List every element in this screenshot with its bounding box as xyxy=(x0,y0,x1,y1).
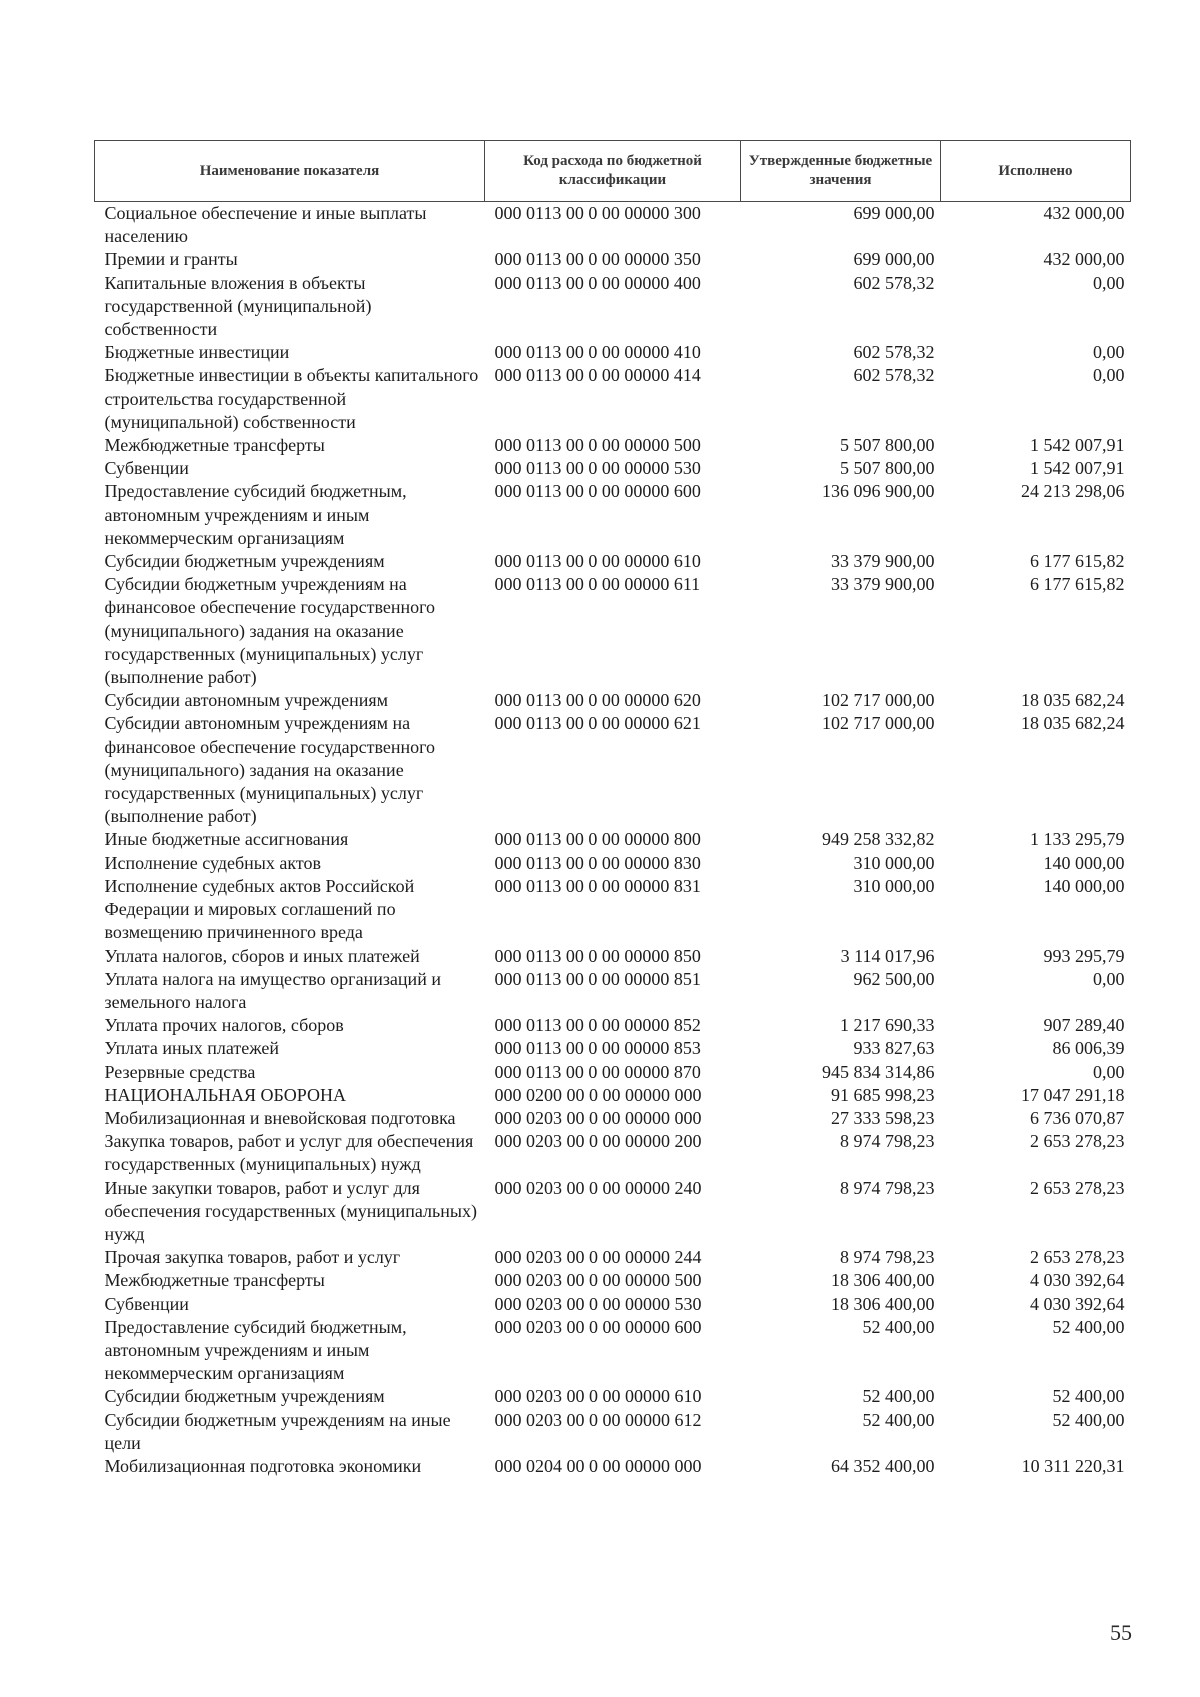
row-executed: 1 542 007,91 xyxy=(1030,435,1125,456)
row-name: Субсидии бюджетным учреждениям на иные цели xyxy=(104,1409,451,1453)
row-executed: 6 736 070,87 xyxy=(1030,1107,1125,1128)
row-executed: 1 542 007,91 xyxy=(1030,458,1125,479)
row-code: 000 0113 00 0 00 00000 414 xyxy=(494,365,701,386)
row-name: Бюджетные инвестиции в объекты капитального строительства государственной (муниципальной) собственности xyxy=(104,365,479,432)
row-executed: 4 030 392,64 xyxy=(1030,1270,1125,1291)
table-row xyxy=(95,480,1131,550)
row-name: Межбюджетные трансферты xyxy=(104,435,325,456)
row-executed: 18 035 682,24 xyxy=(1021,690,1125,711)
table-row xyxy=(95,689,1131,712)
table-row xyxy=(95,1409,1131,1455)
row-name: Субвенции xyxy=(104,458,189,479)
row-executed: 1 133 295,79 xyxy=(1030,829,1125,850)
row-executed: 52 400,00 xyxy=(1052,1409,1125,1430)
row-approved: 18 306 400,00 xyxy=(831,1293,935,1314)
table-row xyxy=(95,573,1131,689)
row-approved: 8 974 798,23 xyxy=(840,1131,935,1152)
row-executed: 0,00 xyxy=(1093,272,1125,293)
row-approved: 699 000,00 xyxy=(853,203,935,223)
row-approved: 962 500,00 xyxy=(853,968,935,989)
row-name: Резервные средства xyxy=(104,1061,256,1082)
row-name: Субсидии автономным учреждениям xyxy=(104,690,389,711)
row-approved: 3 114 017,96 xyxy=(840,945,935,966)
row-executed: 0,00 xyxy=(1093,968,1125,989)
row-name: Субсидии бюджетным учреждениям xyxy=(104,551,385,572)
row-executed: 432 000,00 xyxy=(1043,249,1125,270)
row-code: 000 0113 00 0 00 00000 853 xyxy=(494,1038,701,1059)
row-code: 000 0113 00 0 00 00000 850 xyxy=(494,945,701,966)
row-code: 000 0113 00 0 00 00000 800 xyxy=(494,829,701,850)
row-code: 000 0203 00 0 00 00000 240 xyxy=(494,1177,702,1198)
row-name: Капитальные вложения в объекты государственной (муниципальной) собственности xyxy=(104,272,372,340)
row-approved: 602 578,32 xyxy=(853,272,935,293)
row-approved: 602 578,32 xyxy=(853,365,935,386)
table-row xyxy=(95,945,1131,968)
table-row xyxy=(95,852,1131,875)
table-row xyxy=(95,1269,1131,1292)
row-name: Исполнение судебных актов xyxy=(104,852,322,873)
row-code: 000 0113 00 0 00 00000 500 xyxy=(494,435,701,456)
row-approved: 18 306 400,00 xyxy=(831,1270,935,1291)
row-code: 000 0113 00 0 00 00000 610 xyxy=(494,551,701,572)
row-executed: 432 000,00 xyxy=(1043,203,1125,223)
row-code: 000 0113 00 0 00 00000 870 xyxy=(494,1061,701,1082)
row-name: Субсидии бюджетным учреждениям на финансовое обеспечение государственного (муниципального) задания на оказание государственных (муниципальных) услуг (выполнение работ) xyxy=(104,574,436,688)
row-code: 000 0113 00 0 00 00000 350 xyxy=(494,249,701,270)
row-name: Премии и гранты xyxy=(104,249,238,270)
row-name: Уплата прочих налогов, сборов xyxy=(104,1015,344,1036)
row-code: 000 0203 00 0 00 00000 612 xyxy=(494,1409,702,1430)
row-name: Предоставление субсидий бюджетным, автономным учреждениям и иным некоммерческим организациям xyxy=(104,481,407,548)
table-row xyxy=(95,1246,1131,1269)
table-row xyxy=(95,828,1131,851)
row-name: Исполнение судебных актов Российской Федерации и мировых соглашений по возмещению причиненного вреда xyxy=(104,875,415,943)
table-row xyxy=(95,1061,1131,1084)
table-row xyxy=(95,202,1131,249)
row-code: 000 0113 00 0 00 00000 621 xyxy=(494,713,701,734)
row-name: Социальное обеспечение и иные выплаты населению xyxy=(104,203,427,247)
row-name: Мобилизационная и вневойсковая подготовка xyxy=(104,1107,456,1128)
row-code: 000 0113 00 0 00 00000 851 xyxy=(494,968,701,989)
table-row xyxy=(95,364,1131,434)
table-row xyxy=(95,875,1131,945)
row-code: 000 0113 00 0 00 00000 400 xyxy=(494,272,701,293)
row-name: Уплата иных платежей xyxy=(104,1038,280,1059)
row-code: 000 0113 00 0 00 00000 300 xyxy=(494,203,701,223)
row-executed: 18 035 682,24 xyxy=(1021,713,1125,734)
row-executed: 4 030 392,64 xyxy=(1030,1293,1125,1314)
row-executed: 86 006,39 xyxy=(1052,1038,1125,1059)
row-approved: 33 379 900,00 xyxy=(831,551,935,572)
budget-table xyxy=(94,140,1131,1478)
table-row xyxy=(95,1084,1131,1107)
table-body xyxy=(95,202,1131,1479)
table-row xyxy=(95,1177,1131,1247)
table-row xyxy=(95,1130,1131,1176)
row-executed: 52 400,00 xyxy=(1052,1316,1125,1337)
table-row xyxy=(95,272,1131,342)
row-name: Бюджетные инвестиции xyxy=(104,342,290,363)
row-name: Субсидии автономным учреждениям на финансовое обеспечение государственного (муниципального) задания на оказание государственных (муниципальных) услуг (выполнение работ) xyxy=(104,713,436,827)
table-row xyxy=(95,1037,1131,1060)
table-row xyxy=(95,1293,1131,1316)
table-row xyxy=(95,1316,1131,1386)
row-executed: 6 177 615,82 xyxy=(1030,574,1125,595)
row-approved: 602 578,32 xyxy=(853,342,935,363)
page-number: 55 xyxy=(1110,1620,1132,1645)
row-executed: 140 000,00 xyxy=(1043,852,1125,873)
row-approved: 52 400,00 xyxy=(862,1386,935,1407)
table-header-row xyxy=(95,141,1131,202)
row-name: Предоставление субсидий бюджетным, автономным учреждениям и иным некоммерческим организациям xyxy=(104,1316,407,1384)
table-row xyxy=(95,1385,1131,1408)
header-code: Код расхода по бюджетной классификации xyxy=(485,141,741,202)
row-approved: 5 507 800,00 xyxy=(840,435,935,456)
row-name: Мобилизационная подготовка экономики xyxy=(104,1455,422,1476)
row-code: 000 0203 00 0 00 00000 500 xyxy=(494,1270,702,1291)
row-approved: 136 096 900,00 xyxy=(822,481,935,502)
row-approved: 8 974 798,23 xyxy=(840,1247,935,1268)
table-row xyxy=(95,457,1131,480)
row-code: 000 0203 00 0 00 00000 000 xyxy=(494,1107,702,1128)
table-row xyxy=(95,248,1131,271)
table-row xyxy=(95,341,1131,364)
row-code: 000 0203 00 0 00 00000 600 xyxy=(494,1316,702,1337)
row-code: 000 0200 00 0 00 00000 000 xyxy=(494,1084,702,1105)
table-row xyxy=(95,550,1131,573)
row-approved: 91 685 998,23 xyxy=(831,1084,935,1105)
row-code: 000 0113 00 0 00 00000 611 xyxy=(494,574,701,595)
row-approved: 949 258 332,82 xyxy=(822,829,935,850)
row-executed: 52 400,00 xyxy=(1052,1386,1125,1407)
header-name: Наименование показателя xyxy=(95,141,485,202)
row-approved: 933 827,63 xyxy=(853,1038,935,1059)
row-code: 000 0113 00 0 00 00000 530 xyxy=(494,458,701,479)
row-approved: 699 000,00 xyxy=(853,249,935,270)
row-approved: 27 333 598,23 xyxy=(831,1107,935,1128)
table-row xyxy=(95,1107,1131,1130)
row-name: Уплата налога на имущество организаций и земельного налога xyxy=(104,968,441,1012)
row-approved: 1 217 690,33 xyxy=(840,1015,935,1036)
row-executed: 2 653 278,23 xyxy=(1030,1177,1125,1198)
row-approved: 310 000,00 xyxy=(853,852,935,873)
table-row xyxy=(95,712,1131,828)
row-approved: 310 000,00 xyxy=(853,875,935,896)
row-executed: 0,00 xyxy=(1093,365,1125,386)
row-name: Межбюджетные трансферты xyxy=(104,1270,325,1291)
row-executed: 907 289,40 xyxy=(1043,1015,1125,1036)
table-row xyxy=(95,434,1131,457)
row-code: 000 0203 00 0 00 00000 610 xyxy=(494,1386,702,1407)
row-name: Закупка товаров, работ и услуг для обеспечения государственных (муниципальных) нужд xyxy=(104,1131,474,1175)
row-executed: 0,00 xyxy=(1093,342,1125,363)
row-approved: 945 834 314,86 xyxy=(822,1061,935,1082)
row-executed: 2 653 278,23 xyxy=(1030,1131,1125,1152)
row-executed: 24 213 298,06 xyxy=(1021,481,1125,502)
table-row xyxy=(95,968,1131,1014)
row-executed: 0,00 xyxy=(1093,1061,1125,1082)
row-code: 000 0113 00 0 00 00000 410 xyxy=(494,342,701,363)
row-code: 000 0113 00 0 00 00000 852 xyxy=(494,1015,701,1036)
row-approved: 102 717 000,00 xyxy=(822,713,935,734)
row-code: 000 0113 00 0 00 00000 600 xyxy=(494,481,701,502)
row-name: Прочая закупка товаров, работ и услуг xyxy=(104,1247,401,1268)
row-executed: 10 311 220,31 xyxy=(1021,1455,1125,1476)
row-code: 000 0113 00 0 00 00000 620 xyxy=(494,690,701,711)
row-code: 000 0203 00 0 00 00000 200 xyxy=(494,1131,702,1152)
row-approved: 52 400,00 xyxy=(862,1316,935,1337)
row-code: 000 0203 00 0 00 00000 244 xyxy=(494,1247,702,1268)
row-code: 000 0113 00 0 00 00000 830 xyxy=(494,852,701,873)
row-executed: 2 653 278,23 xyxy=(1030,1247,1125,1268)
header-approved: Утвержденные бюджетные значения xyxy=(741,141,941,202)
row-approved: 33 379 900,00 xyxy=(831,574,935,595)
table-row xyxy=(95,1455,1131,1478)
row-name: Субсидии бюджетным учреждениям xyxy=(104,1386,385,1407)
row-name: НАЦИОНАЛЬНАЯ ОБОРОНА xyxy=(104,1084,346,1105)
row-name: Уплата налогов, сборов и иных платежей xyxy=(104,945,420,966)
header-executed: Исполнено xyxy=(941,141,1131,202)
row-executed: 17 047 291,18 xyxy=(1021,1084,1125,1105)
row-code: 000 0203 00 0 00 00000 530 xyxy=(494,1293,702,1314)
row-approved: 52 400,00 xyxy=(862,1409,935,1430)
row-approved: 102 717 000,00 xyxy=(822,690,935,711)
row-name: Иные закупки товаров, работ и услуг для обеспечения государственных (муниципальных) нужд xyxy=(104,1177,477,1244)
row-approved: 5 507 800,00 xyxy=(840,458,935,479)
row-name: Субвенции xyxy=(104,1293,189,1314)
row-approved: 8 974 798,23 xyxy=(840,1177,935,1198)
row-approved: 64 352 400,00 xyxy=(831,1455,935,1476)
row-executed: 140 000,00 xyxy=(1043,875,1125,896)
row-executed: 993 295,79 xyxy=(1043,945,1125,966)
row-code: 000 0204 00 0 00 00000 000 xyxy=(494,1455,702,1476)
row-name: Иные бюджетные ассигнования xyxy=(104,829,349,850)
row-executed: 6 177 615,82 xyxy=(1030,551,1125,572)
row-code: 000 0113 00 0 00 00000 831 xyxy=(494,875,701,896)
table-row xyxy=(95,1014,1131,1037)
